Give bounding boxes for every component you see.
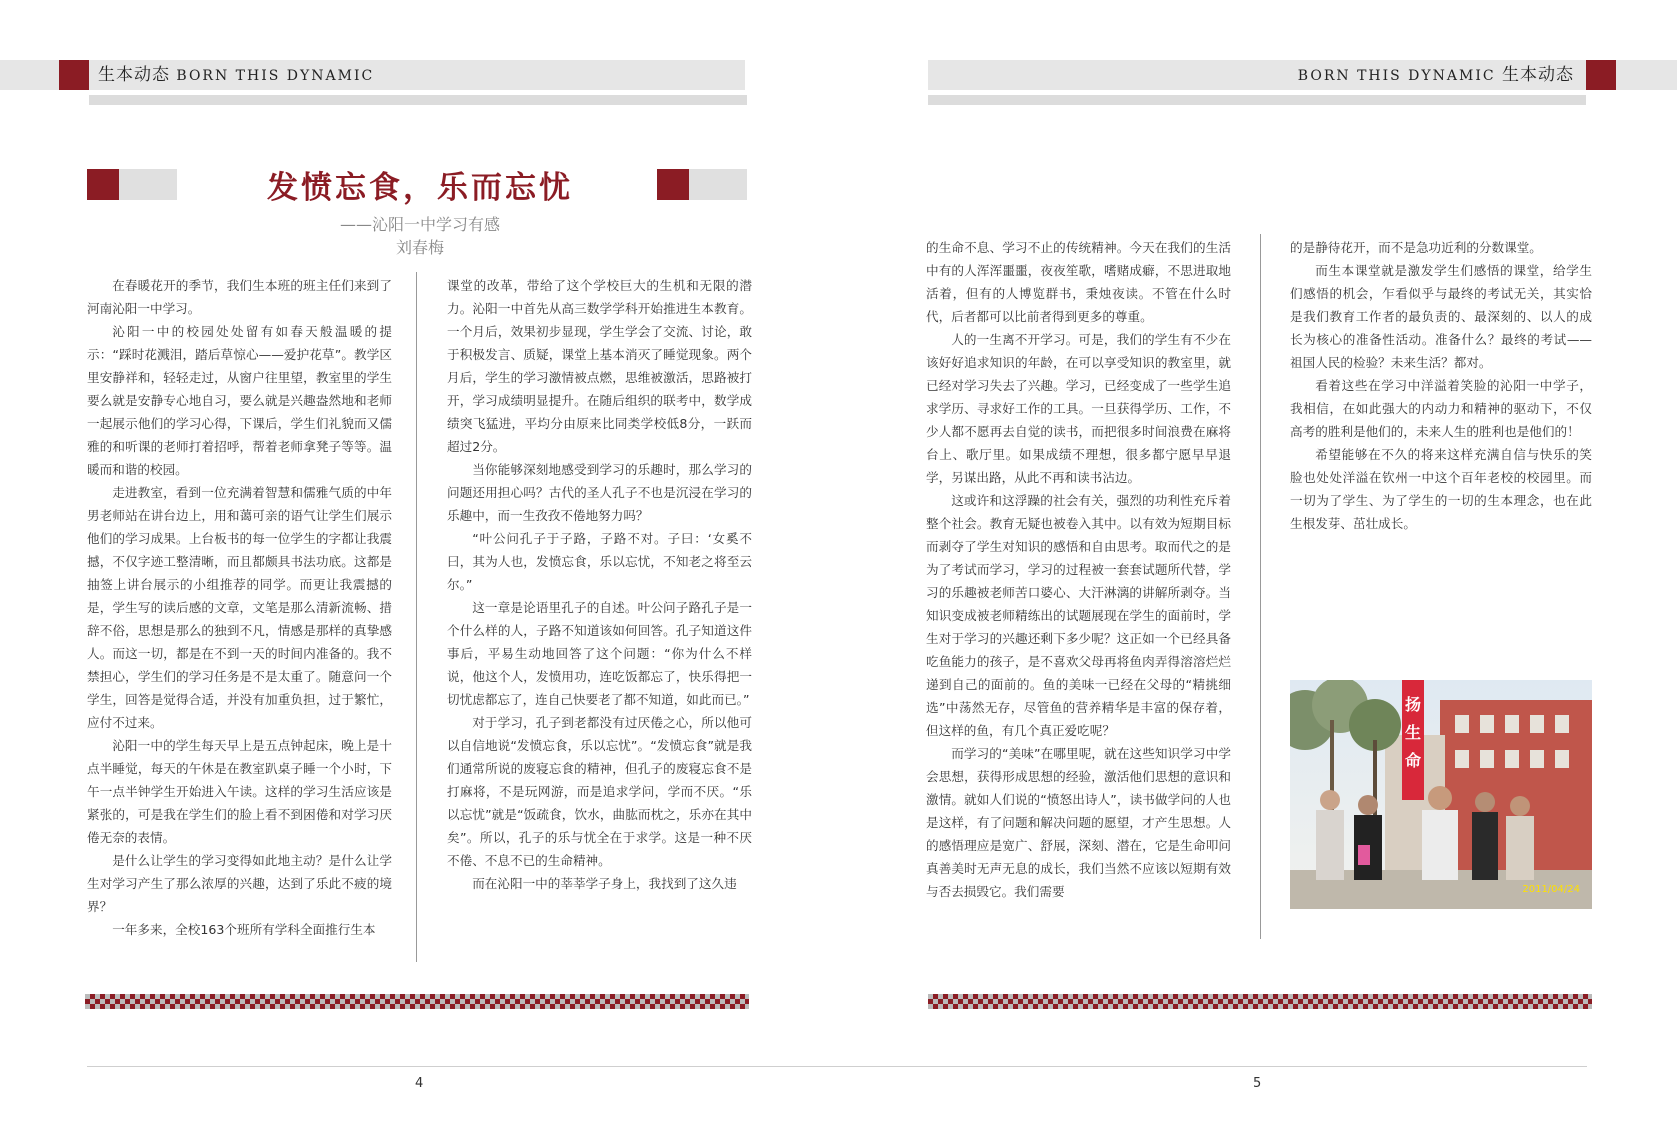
paragraph: 而生本课堂就是激发学生们感悟的课堂，给学生们感悟的机会，乍看似乎与最终的考试无关，其实恰是我们教育工作者的最负责的、最深刻的、以人的成长为核心的准备性活动。准备什么？最终的考试——祖国人民的检验？未来生活？都对。	[1290, 263, 1592, 370]
left-column-2	[447, 274, 752, 895]
paragraph: 当你能够深刻地感受到学习的乐趣时，那么学习的问题还用担心吗？古代的圣人孔子不也是沉浸在学习的乐趣中，而一生孜孜不倦地努力吗？	[447, 462, 752, 523]
left-header-title	[98, 64, 374, 87]
page-number-left: 4	[415, 1076, 424, 1091]
paragraph: 而在沁阳一中的莘莘学子身上，我找到了这久违	[472, 876, 737, 891]
paragraph: 的是静待花开，而不是急功近利的分数课堂。	[1290, 240, 1542, 255]
banner-char-2: 生	[1404, 723, 1422, 742]
page-number-right: 5	[1253, 1076, 1262, 1091]
title-right-bar	[689, 169, 747, 200]
right-column-divider	[1260, 234, 1261, 939]
paragraph: 是什么让学生的学习变得如此地主动？是什么让学生对学习产生了那么浓厚的兴趣，达到了乐此不疲的境界？	[87, 853, 392, 914]
right-checker-strip	[928, 994, 1592, 1009]
title-left-square	[87, 169, 119, 200]
banner-char-3: 命	[1404, 751, 1422, 770]
right-header-square	[1586, 60, 1616, 90]
left-column-1	[87, 274, 392, 941]
paragraph: 走进教室，看到一位充满着智慧和儒雅气质的中年男老师站在讲台边上，用和蔼可亲的语气让学生们展示他们的学习成果。上台板书的每一位学生的字都让我震撼，不仅字迹工整清晰，而且都颇具书法功底。这都是抽签上讲台展示的小组推荐的同学。而更让我震撼的是，学生写的读后感的文章，文笔是那么清新流畅、措辞不俗，思想是那么的独到不凡，情感是那样的真挚感人。而这一切，都是在不到一天的时间内准备的。我不禁担心，学生们的学习任务是不是太重了。随意问一个学生，回答是觉得合适，并没有加重负担，过于繁忙，应付不过来。	[87, 485, 392, 730]
left-header-cn: 生本动态	[98, 65, 170, 85]
paragraph: 看着这些在学习中洋溢着笑脸的沁阳一中学子，我相信，在如此强大的内动力和精神的驱动下，不仅高考的胜利是他们的，未来人生的胜利也是他们的！	[1290, 378, 1592, 439]
paragraph: 人的一生离不开学习。可是，我们的学生有不少在该好好追求知识的年龄，在可以享受知识的教室里，就已经对学习失去了兴趣。学习，已经变成了一些学生追求学历、寻求好工作的工具。一旦获得学历、工作，不少人都不愿再去自觉的读书，而把很多时间浪费在麻将台上、歌厅里。如果成绩不理想，很多都宁愿早早退学，另谋出路，从此不再和读书沾边。	[926, 332, 1231, 485]
article-subtitle: ——沁阳一中学习有感	[339, 215, 500, 234]
right-header-title	[1298, 64, 1574, 87]
title-left-bar	[119, 169, 177, 200]
paragraph: 这一章是论语里孔子的自述。叶公问子路孔子是一个什么样的人，子路不知道该如何回答。孔子知道这件事后，平易生动地回答了这个问题：“你为什么不样说，他这个人，发愤用功，连吃饭都忘了，快乐得把一切忧虑都忘了，连自己快要老了都不知道，如此而已。”	[447, 600, 752, 707]
article-author: 刘春梅	[395, 238, 444, 257]
right-column-2	[1290, 236, 1592, 535]
article-title: 发愤忘食，乐而忘忧	[267, 170, 573, 206]
left-header-underline	[89, 95, 747, 105]
left-column-divider	[416, 272, 417, 962]
paragraph: 沁阳一中的校园处处留有如春天般温暖的提示：“踩时花溅泪，踏后草惊心——爱护花草”。教学区里安静祥和，轻轻走过，从窗户往里望，教室里的学生要么就是安静专心地自习，要么就是兴趣盎然地和老师一起展示他们的学习心得，下课后，学生们礼貌而又儒雅的和听课的老师打着招呼，帮着老师拿凳子等等。温暖而和谐的校园。	[87, 324, 392, 477]
banner-char-1: 扬	[1404, 695, 1422, 714]
group-photo	[1290, 680, 1592, 909]
photo-date-stamp: 2011/04/24	[1522, 884, 1580, 895]
photo-illustration	[1290, 680, 1592, 909]
left-header-en: BORN THIS DYNAMIC	[176, 68, 375, 84]
paragraph: “叶公问孔子于子路，子路不对。子曰：‘女奚不曰，其为人也，发愤忘食，乐以忘忧，不知老之将至云尔。”	[447, 531, 752, 592]
paragraph: 一年多来，全校163个班所有学科全面推行生本	[112, 922, 376, 937]
paragraph: 希望能够在不久的将来这样充满自信与快乐的笑脸也处处洋溢在钦州一中这个百年老校的校园里。而一切为了学生、为了学生的一切的生本理念，也在此生根发芽、茁壮成长。	[1290, 447, 1592, 531]
paragraph: 沁阳一中的学生每天早上是五点钟起床，晚上是十点半睡觉，每天的午休是在教室趴桌子睡一个小时，下午一点半钟学生开始进入午读。这样的学习生活应该是紧张的，可是我在学生们的脸上看不到困倦和对学习厌倦无奈的表情。	[87, 738, 392, 845]
paragraph: 对于学习，孔子到老都没有过厌倦之心，所以他可以自信地说“发愤忘食，乐以忘忧”。“发愤忘食”就是我们通常所说的废寝忘食的精神，但孔子的废寝忘食不是打麻将，不是玩网游，而是追求学问，学而不厌。“乐以忘忧”就是“饭疏食，饮水，曲肱而枕之，乐亦在其中矣”。所以，孔子的乐与忧全在于求学。这是一种不厌不倦、不息不已的生命精神。	[447, 715, 752, 868]
right-header-underline	[928, 95, 1586, 105]
title-right-square	[657, 169, 689, 200]
footer-rule	[87, 1066, 1587, 1067]
paragraph: 在春暖花开的季节，我们生本班的班主任们来到了河南沁阳一中学习。	[87, 278, 392, 316]
paragraph: 而学习的“美味”在哪里呢，就在这些知识学习中学会思想，获得形成思想的经验，激活他们思想的意识和激情。就如人们说的“愤怒出诗人”，读书做学问的人也是这样，有了问题和解决问题的愿望，才产生思想。人的感悟理应是宽广、舒展，深刻、潜在，它是生命叩问真善美时无声无息的成长，我们当然不应该以短期有效与否去损毁它。我们需要	[926, 746, 1231, 899]
paragraph: 的生命不息、学习不止的传统精神。今天在我们的生活中有的人浑浑噩噩，夜夜笙歌，嗜赌成癖，不思进取地活着，但有的人博览群书，秉烛夜读。不管在什么时代，后者都可以比前者得到更多的尊重。	[926, 240, 1231, 324]
left-checker-strip	[85, 994, 749, 1009]
right-header-cn: 生本动态	[1502, 65, 1574, 85]
right-header-en: BORN THIS DYNAMIC	[1297, 68, 1496, 84]
left-header-square	[59, 60, 89, 90]
right-column-1	[926, 236, 1231, 903]
paragraph: 这或许和这浮躁的社会有关，强烈的功利性充斥着整个社会。教育无疑也被卷入其中。以有效为短期目标而剥夺了学生对知识的感悟和自由思考。取而代之的是为了考试而学习，学习的过程被一套套试题所代替，学习的乐趣被老师苦口婆心、大汗淋漓的讲解所剥夺。当知识变成被老师精练出的试题展现在学生的面前时，学生对于学习的兴趣还剩下多少呢？这正如一个已经具备吃鱼能力的孩子，是不喜欢父母再将鱼肉弄得溶溶烂烂递到自己的面前的。鱼的美味一已经在父母的“精挑细选”中荡然无存，尽管鱼的营养精华是丰富的保存着，但这样的鱼，有几个真正爱吃呢？	[926, 493, 1231, 738]
paragraph: 课堂的改革，带给了这个学校巨大的生机和无限的潜力。沁阳一中首先从高三数学学科开始推进生本教育。一个月后，效果初步显现，学生学会了交流、讨论，敢于积极发言、质疑，课堂上基本消灭了睡觉现象。两个月后，学生的学习激情被点燃，思维被激活，思路被打开，学习成绩明显提升。在随后组织的联考中，数学成绩突飞猛进，平均分由原来比同类学校低8分，一跃而超过2分。	[447, 278, 752, 454]
